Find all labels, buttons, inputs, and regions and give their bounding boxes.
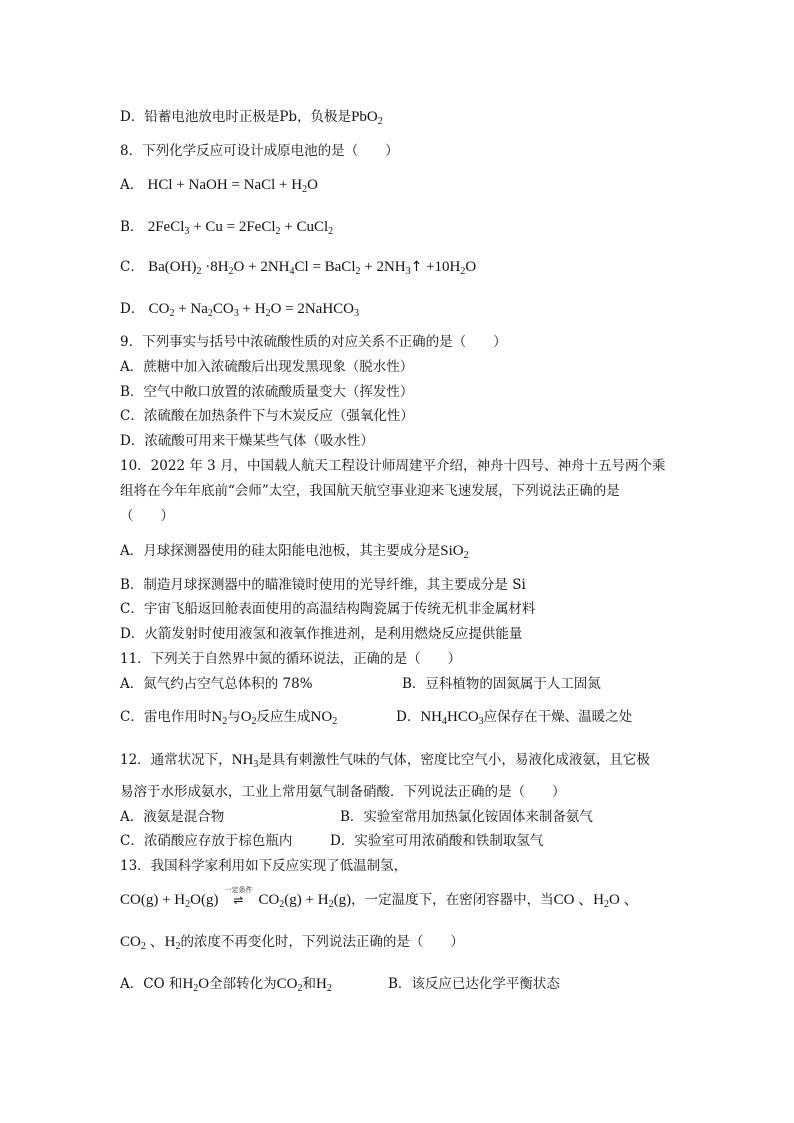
- q11-option-a: A．氮气约占空气总体积的 78%: [120, 676, 313, 692]
- q12-option-d: D．实验室可用浓硝酸和铁制取氢气: [330, 833, 544, 849]
- q13-option-b: B．该反应已达化学平衡状态: [388, 976, 560, 992]
- q9-option-c: C．浓硫酸在加热条件下与木炭反应（强氧化性）: [120, 408, 414, 424]
- q8-option-d: D． $CO_2 + Na_2CO_3 + H_2O$ = 2NaHCO$_3$: [120, 301, 360, 319]
- q10-option-a: A．月球探测器使用的硅太阳能电池板，其主要成分是SiO$_2$: [120, 543, 469, 561]
- q12-stem-line1: 12．通常状况下，$NH_3$是具有刺激性气味的气体，密度比空气小，易液化成液氨，且它极: [120, 752, 650, 770]
- q8-option-c: C． $Ba(OH)_2 \cdot 8H_2O + 2NH_4Cl$ = BaCl$_2$ + $2NH_3↑ +10H_2O$: [120, 259, 477, 277]
- q9-option-a: A．蔗糖中加入浓硫酸后出现发黑现象（脱水性）: [120, 359, 414, 375]
- q10-stem-line2: 组将在今年年底前“会师”太空，我国航天航空事业迎来飞速发展，下列说法正确的是: [120, 483, 620, 499]
- q8-option-b: B． 2FeCl$_3$ + Cu = 2FeCl$_2$ + CuCl$_2$: [120, 219, 334, 237]
- q10-stem-line3: （ ）: [120, 508, 174, 524]
- q11-option-c: C．雷电作用时$N_2$与$O_2$反应生成$NO_2$: [120, 709, 338, 727]
- q12-option-a: A．液氨是混合物: [120, 809, 225, 825]
- q8-stem: 8．下列化学反应可设计成原电池的是（ ）: [120, 143, 399, 159]
- q10-option-d: D．火箭发射时使用液氢和液氧作推进剂，是利用燃烧反应提供能量: [120, 626, 523, 642]
- q10-stem-line1: 10．2022 年 3 月，中国载人航天工程设计师周建平介绍，神舟十四号、神舟十五号两个乘: [120, 458, 666, 474]
- q7-option-d: D．铅蓄电池放电时正极是Pb，负极是PbO$_2$: [120, 109, 383, 127]
- q13-option-a: A．CO 和$H_2O$全部转化为$CO_2$和$H_2$: [120, 976, 332, 994]
- q13-stem-line3: $CO_2$ 、$H_2$的浓度不再变化时，下列说法正确的是（ ）: [120, 934, 464, 952]
- equilibrium-arrow-icon: 一定条件 ⇌: [224, 886, 253, 907]
- q12-option-b: B．实验室常用加热氯化铵固体来制备氨气: [340, 809, 593, 825]
- q12-stem-line2: 易溶于水形成氨水，工业上常用氨气制备硝酸．下列说法正确的是（ ）: [120, 784, 566, 800]
- q9-option-d: D．浓硫酸可用来干燥某些气体（吸水性）: [120, 433, 374, 449]
- q12-option-c: C．浓硝酸应存放于棕色瓶内: [120, 833, 293, 849]
- q11-option-b: B．豆科植物的固氮属于人工固氮: [402, 676, 601, 692]
- q13-stem-line1: 13．我国科学家利用如下反应实现了低温制氢，: [120, 858, 408, 874]
- q11-stem: 11．下列关于自然界中氮的循环说法，正确的是（ ）: [120, 651, 462, 667]
- q10-option-c: C．宇宙飞船返回舱表面使用的高温结构陶瓷属于传统无机非金属材料: [120, 601, 536, 617]
- q9-stem: 9．下列事实与括号中浓硫酸性质的对应关系不正确的是（ ）: [120, 334, 507, 350]
- q11-option-d: D．$NH_4HCO_3$应保存在干燥、温暖之处: [396, 709, 633, 727]
- q13-stem-equation: $CO(g) + H_2O(g)$ 一定条件 ⇌ $CO_2(g) + H_2(g)$，一定温度下，在密闭容器中，当CO 、$H_2O$ 、: [120, 886, 639, 910]
- q9-option-b: B．空气中敞口放置的浓硫酸质量变大（挥发性）: [120, 384, 414, 400]
- q8-option-a: A． HCl + NaOH = NaCl + $H_2O$: [120, 177, 318, 195]
- q10-option-b: B．制造月球探测器中的瞄准镜时使用的光导纤维，其主要成分是 Si: [120, 577, 526, 593]
